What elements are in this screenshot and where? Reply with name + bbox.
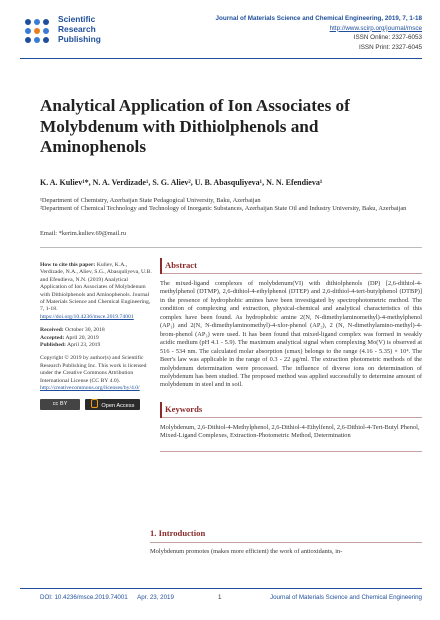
cite-label: How to cite this paper: (40, 262, 96, 268)
abstract-heading-wrap (160, 258, 422, 274)
issn-print: ISSN Print: 2327-6045 (358, 43, 422, 51)
abstract-column (160, 258, 422, 452)
cite-text: Kuliev, K.A., Verdizade, N.A., Aliev, S.G., Abasquliyeva, U.B. and Efendieva, N.N. (2019) Analytical Application of Ion Associates of Molybdenum with Dithiolphenols and Aminophenols. Journal of Materials Science and Chemical Engineering, 7, 1-18. (40, 262, 152, 313)
citation-block (40, 262, 152, 321)
copyright-block (40, 355, 152, 392)
journal-info (216, 14, 422, 52)
open-access-label: Open Access (101, 402, 135, 409)
paper-title: Analytical Application of Ion Associates of Molybdenum with Dithiolphenols and Aminophenols (40, 96, 350, 156)
publisher-name (58, 14, 101, 44)
title-divider (40, 247, 422, 248)
published-date: April 23, 2019 (67, 342, 101, 349)
keywords-heading-wrap (160, 402, 422, 418)
abstract-heading: Abstract (162, 258, 422, 274)
published-label: Published: (40, 342, 66, 349)
publisher-logo-icon (20, 14, 54, 48)
publisher-line-2: Research (58, 24, 96, 34)
journal-line: Journal of Materials Science and Chemical Engineering, 2019, 7, 1-18 (215, 15, 422, 22)
copyright-text: Copyright © 2019 by author(s) and Scientific Research Publishing Inc. This work is licensed under the Creative Commons Attribution International License (CC BY 4.0). (40, 355, 147, 384)
introduction-text: Molybdenum promotes (makes more efficient) the work of antioxidants, in- (150, 548, 343, 555)
accepted-label: Accepted: (40, 334, 65, 341)
header-divider (20, 58, 422, 59)
affiliations (40, 197, 420, 214)
received-label: Received: (40, 327, 64, 334)
keywords-section (160, 402, 422, 452)
keywords-text: Molybdenum, 2,6-Dithiol-4-Methylphenol, 2,6-Dithiol-4-Ethylfenol, 2,6-Dithiol-4-Tert-Butyl Phenol, Mixed-Ligand Complexes, Extraction-Photometric Method, Determination (160, 423, 420, 440)
footer-date: Apr. 23, 2019 (137, 594, 174, 601)
cc-by-badge-icon[interactable]: cc BY (40, 399, 80, 410)
page-number: 1 (218, 594, 222, 601)
footer-doi-date (40, 594, 182, 601)
journal-url-link[interactable]: http://www.scirp.org/journal/msce (329, 24, 422, 32)
dates-block (40, 327, 152, 349)
footer-divider (20, 588, 422, 589)
received-date: October 30, 2018 (65, 327, 105, 334)
footer-journal: Journal of Materials Science and Chemical Engineering (269, 594, 422, 601)
license-badges (40, 399, 152, 410)
author-list: K. A. Kuliev¹*, N. A. Verdizade¹, S. G. Aliev², U. B. Abasquliyeva¹, N. N. Efendieva¹ (40, 178, 323, 187)
introduction-heading: 1. Introduction (150, 528, 206, 538)
open-access-badge[interactable] (85, 399, 140, 410)
article-sidebar (40, 262, 152, 410)
issn-online: ISSN Online: 2327-6053 (353, 34, 422, 42)
footer-doi[interactable]: DOI: 10.4236/msce.2019.74001 (40, 594, 128, 601)
affiliation-2: ²Department of Chemical Technology and Technology of Inorganic Substances, Azerbaijan State Oil and Industry University, Baku, Azerbaijan (40, 205, 407, 213)
license-link[interactable]: http://creativecommons.org/licenses/by/4.0/ (40, 385, 140, 392)
introduction-divider (150, 542, 422, 543)
abstract-text: The mixed-ligand complexes of molybdenum(VI) with dithiolphenols (DP) [2,6-dithiol-4-methylphenol (DTMP), 2,6-dithiol-4-ethylphenol (DTEP) and 2,6-dithiol-4-tert-butylphenol (DTBP)] in the presence of hydrophobic amines have been investigated by spectrophotometric method. The condition of complexing and extraction, physical-chemical and analytical characteristics of this complex have been found. As hydrophobic amine 2(N, N-dimethylaminomethyl)-4-methylphenol (AP₁) and 2(N, N-dimethylaminomethyl)-4-xlor-phenol (AP₂), 2 (N, N-dimethylamino-methyl)-4-brom-phenol (AP₃) were used. It has been found that mixed-ligand complex was formed in weakly acidic medium (pH 4.1 - 5.9). The maximum analytical signal when complexing Mo(V) is observed at 516 - 534 nm. The calculated molar absorption (εmax) belongs to the range (4.16 - 5.35) × 10⁴. The Beer's law was applicable in the range of 0.3 - 22 μg/ml. The extraction photometric methods of the molybdenum determination were processed. The influence of diverse ions on determination of molybdenum has been studied. The proposed method was applied successfully to determine amount of molybdenum in steel and in soil. (160, 280, 422, 389)
doi-link[interactable]: https://doi.org/10.4236/msce.2019.74001 (40, 313, 134, 320)
corresponding-email: Email: *kerim.kuliev.69@mail.ru (40, 230, 127, 237)
accepted-date: April 20, 2019 (65, 334, 99, 341)
publisher-line-3: Publishing (58, 34, 101, 44)
keywords-divider (160, 451, 422, 452)
keywords-heading: Keywords (162, 402, 422, 418)
affiliation-1: ¹Department of Chemistry, Azerbaijan State Pedagogical University, Baku, Azerbaijan (40, 197, 261, 204)
open-lock-icon (91, 399, 98, 408)
publisher-line-1: Scientific (58, 14, 96, 24)
